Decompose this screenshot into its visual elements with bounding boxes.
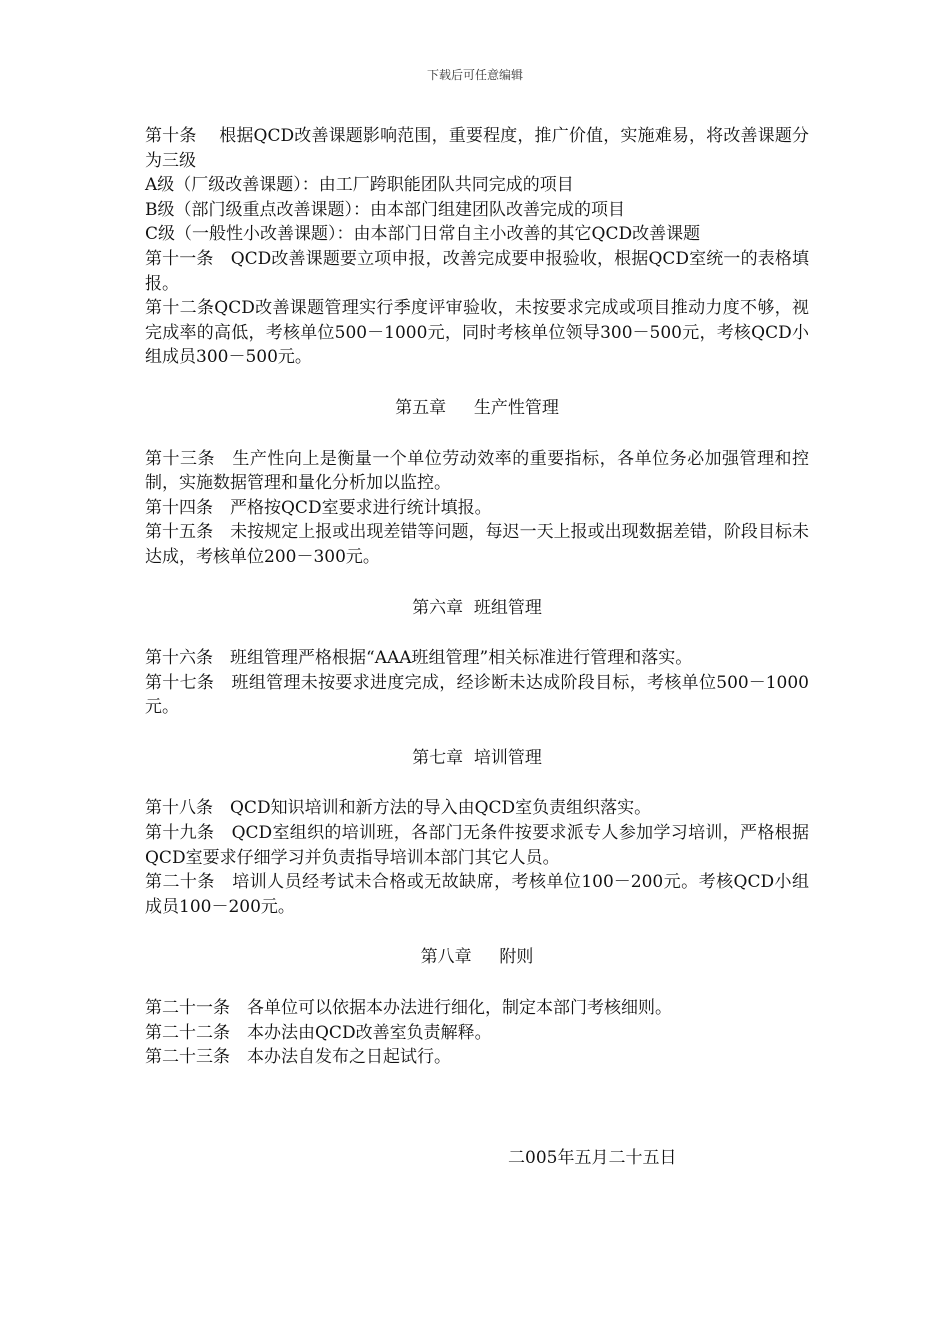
signature-date: 二005年五月二十五日 [508,1148,677,1168]
chapter-5-heading: 第五章 生产性管理 [395,397,559,418]
article-23-paragraph: 第二十三条 本办法自发布之日起试行。 [145,1047,451,1068]
article-11-paragraph: 第十一条 QCD改善课题要立项申报，改善完成要申报验收，根据QCD室统一的表格填报。 [145,248,809,294]
article-18-paragraph: 第十八条 QCD知识培训和新方法的导入由QCD室负责组织落实。 [145,798,652,819]
article-12-paragraph: 第十二条QCD改善课题管理实行季度评审验收，未按要求完成或项目推动力度不够，视完成率的高低，考核单位500－1000元，同时考核单位领导300－500元，考核QCD小组成员300－500元。 [145,298,809,368]
chapter-8-heading: 第八章 附则 [420,947,534,968]
article-14-paragraph: 第十四条 严格按QCD室要求进行统计填报。 [145,497,492,518]
grade-b-paragraph: B级（部门级重点改善课题）：由本部门组建团队改善完成的项目 [145,199,625,220]
document-body [145,124,809,1070]
article-21-paragraph: 第二十一条 各单位可以依据本办法进行细化，制定本部门考核细则。 [145,998,672,1019]
grade-c-paragraph: C级（一般性小改善课题）：由本部门日常自主小改善的其它QCD改善课题 [145,224,701,245]
article-17-paragraph: 第十七条 班组管理未按要求进度完成，经诊断未达成阶段目标，考核单位500－1000元。 [145,672,809,718]
article-22-paragraph: 第二十二条 本办法由QCD改善室负责解释。 [145,1022,492,1043]
article-10-paragraph: 第十条 根据QCD改善课题影响范围，重要程度，推广价值，实施难易，将改善课题分为三级 [145,126,809,171]
page-header-note: 下载后可任意编辑 [426,68,523,82]
article-15-paragraph: 第十五条 未按规定上报或出现差错等问题，每迟一天上报或出现数据差错，阶段目标未达成，考核单位200－300元。 [145,522,809,567]
grade-a-paragraph: A级（厂级改善课题）：由工厂跨职能团队共同完成的项目 [145,175,574,196]
article-19-paragraph: 第十九条 QCD室组织的培训班，各部门无条件按要求派专人参加学习培训，严格根据QCD室要求仔细学习并负责指导培训本部门其它人员。 [145,823,809,868]
article-16-paragraph: 第十六条 班组管理严格根据“AAA班组管理”相关标准进行管理和落实。 [145,648,693,669]
chapter-7-heading: 第七章 培训管理 [412,747,542,768]
article-13-paragraph: 第十三条 生产性向上是衡量一个单位劳动效率的重要指标，各单位务必加强管理和控制，实施数据管理和量化分析加以监控。 [145,448,809,494]
article-20-paragraph: 第二十条 培训人员经考试未合格或无故缺席，考核单位100－200元。考核QCD小组成员100－200元。 [145,872,809,917]
chapter-6-heading: 第六章 班组管理 [412,597,542,618]
